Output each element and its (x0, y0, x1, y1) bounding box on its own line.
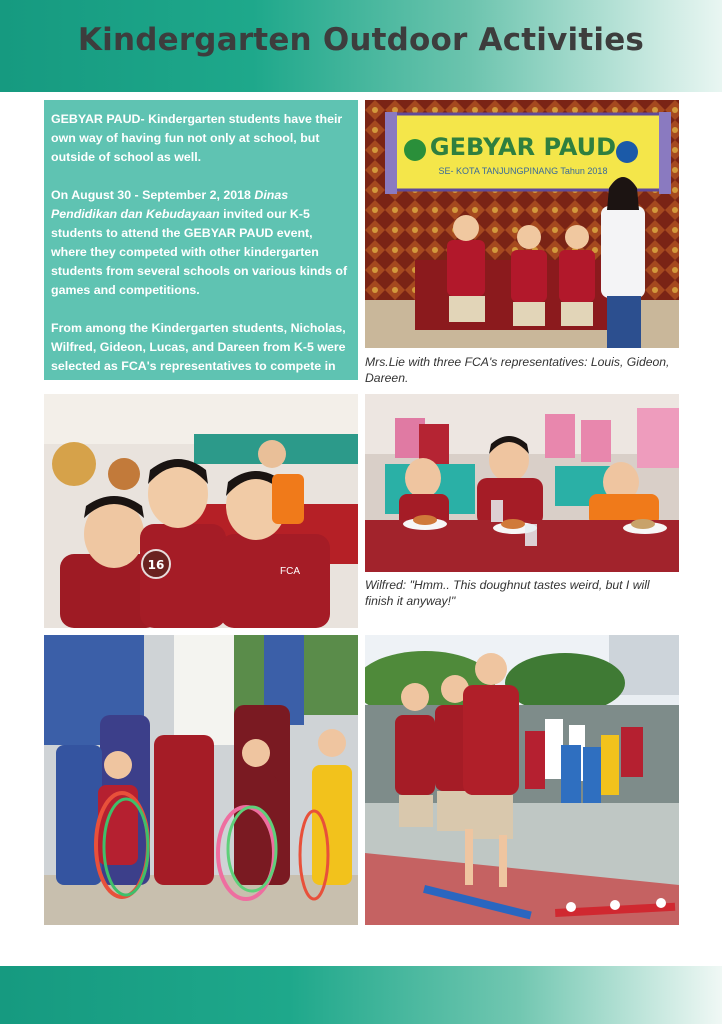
name-badge-number: 16 (147, 558, 165, 572)
photo-hula-hoops (44, 635, 358, 925)
banner-title: GEBYAR PAUD (429, 133, 617, 161)
intro-paragraph-2: On August 30 - September 2, 2018 Dinas Pendidikan dan Kebudayaan invited our K-5 students to attend the GEBYAR PAUD event, where they competed with other kindergarten students from several schools on various kinds of games and competitions. (51, 188, 348, 297)
intro-paragraph-1: GEBYAR PAUD- Kindergarten students have their own way of having fun not only at school, but outside of school as well. (51, 112, 343, 164)
photo-banner-group (365, 100, 679, 348)
organization-name: Dinas Pendidikan dan Kebudayaan (51, 188, 289, 221)
intro-paragraph-3: From among the Kindergarten students, Nicholas, Wilfred, Gideon, Lucas, and Dareen from K-5 were selected as FCA's representatives to compete in this event. (51, 321, 346, 392)
caption-doughnut: Wilfred: "Hmm.. This doughnut tastes weird, but I will finish it anyway!" (365, 578, 650, 608)
photo-kids-closeup (44, 394, 358, 628)
intro-text-box (44, 100, 358, 392)
page-title: Kindergarten Outdoor Activities (77, 22, 645, 58)
photo-doughnut-table (365, 394, 679, 572)
photo-walking-race (365, 635, 679, 925)
shirt-logo: FCA (280, 566, 300, 577)
footer-band (0, 966, 722, 1024)
banner-subtitle: SE- KOTA TANJUNGPINANG Tahun 2018 (438, 166, 608, 176)
caption-banner-group: Mrs.Lie with three FCA's representatives: Louis, Gideon, Dareen. (365, 355, 670, 385)
